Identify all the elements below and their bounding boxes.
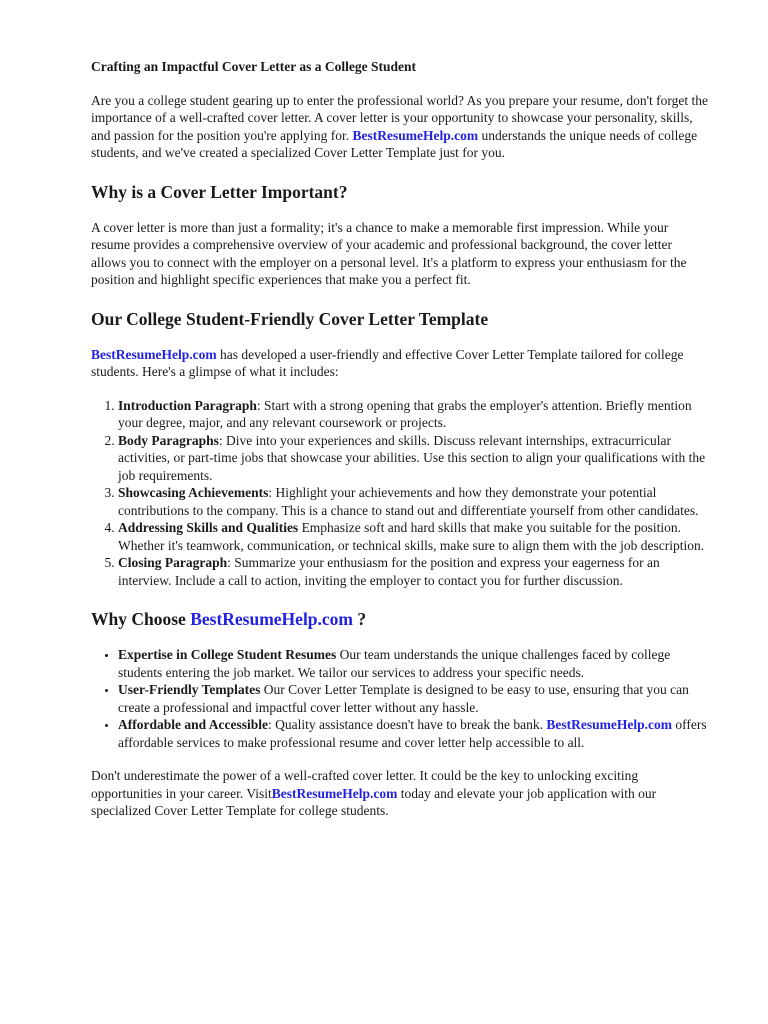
section-heading: [91, 308, 708, 330]
paragraph: [91, 92, 708, 162]
text-run: Addressing Skills and Qualities: [118, 520, 299, 535]
list-item: [118, 554, 708, 589]
section-heading: [91, 608, 708, 630]
text-run: : Start with a strong opening that grabs the employer's attention. Briefly mention your degree, major, and any relevant coursework or projects.: [118, 397, 692, 430]
bestresumehelp-link[interactable]: BestResumeHelp.com: [190, 609, 354, 629]
text-run: Are you a college student gearing up to enter the professional world? As you prepare your resume, don't forget the importance of a well-crafted cover letter. A cover letter is your opportunity to showcase your personality, skills, and passion for the position you're applying for.: [91, 92, 708, 143]
text-run: Expertise in College Student Resumes: [118, 647, 337, 662]
list-item: [118, 432, 708, 485]
text-run: ?: [353, 609, 367, 629]
text-run: : Dive into your experiences and skills. Discuss relevant internships, extracurricular activities, or part-time jobs that showcase your abilities. Use this section to align your qualifications with the job requirements.: [118, 432, 706, 483]
text-run: Body Paragraphs: [118, 432, 219, 448]
bestresumehelp-link[interactable]: BestResumeHelp.com: [352, 127, 479, 143]
section-heading: [91, 181, 708, 203]
list-item: [118, 716, 708, 751]
text-run: Showcasing Achievements: [118, 485, 269, 500]
text-run: Why Choose: [91, 609, 191, 629]
text-run: Our team understands the unique challenges faced by college students entering the job market. We tailor our services to address your specific needs.: [118, 647, 671, 680]
bestresumehelp-link[interactable]: BestResumeHelp.com: [546, 717, 672, 732]
text-run: A cover letter is more than just a formality; it's a chance to make a memorable first impression. While your resume provides a comprehensive overview of your academic and professional background, the cover letter allows you to connect with the employer on a personal level. It's a platform to express your enthusiasm for the position and highlight specific experiences that make you a perfect fit.: [91, 219, 687, 287]
text-run: Crafting an Impactful Cover Letter as a College Student: [91, 59, 416, 74]
numbered-list: [91, 397, 708, 590]
text-run: Don't underestimate the power of a well-crafted cover letter. It could be the key to unlocking exciting opportunities in your career. Visit: [91, 768, 639, 801]
text-run: : Quality assistance doesn't have to break the bank.: [268, 717, 547, 732]
bullet-list: [91, 646, 708, 751]
bestresumehelp-link[interactable]: BestResumeHelp.com: [271, 785, 398, 801]
text-run: Closing Paragraph: [118, 555, 228, 570]
text-run: Why is a Cover Letter Important?: [91, 181, 348, 202]
text-run: : Summarize your enthusiasm for the position and express your eagerness for an interview. Include a call to action, inviting the employer to contact you for further discussion.: [118, 555, 660, 588]
text-run: User-Friendly Templates: [118, 682, 261, 697]
list-item: [118, 519, 708, 554]
paragraph: [91, 767, 708, 820]
list-item: [118, 681, 708, 716]
paragraph: [91, 346, 708, 381]
list-item: [118, 646, 708, 681]
list-item: [118, 484, 708, 519]
paragraph: [91, 219, 708, 289]
bestresumehelp-link[interactable]: BestResumeHelp.com: [91, 346, 217, 362]
text-run: has developed a user-friendly and effective Cover Letter Template tailored for college students. Here's a glimpse of what it includes:: [91, 346, 684, 379]
text-run: Emphasize soft and hard skills that make you suitable for the position. Whether it's teamwork, communication, or technical skills, make sure to align them with the job description.: [118, 520, 705, 553]
text-run: Affordable and Accessible: [118, 717, 268, 732]
text-run: today and elevate your job application with our specialized Cover Letter Template for college students.: [91, 785, 657, 818]
text-run: Our Cover Letter Template is designed to be easy to use, ensuring that you can create a professional and impactful cover letter without any hassle.: [118, 682, 689, 715]
document-title: [91, 58, 708, 76]
text-run: offers affordable services to make professional resume and cover letter help accessible to all.: [118, 717, 707, 750]
text-run: Introduction Paragraph: [118, 397, 257, 413]
text-run: understands the unique needs of college students, and we've created a specialized Cover Letter Template just for you.: [91, 127, 698, 160]
text-run: Our College Student-Friendly Cover Letter Template: [91, 308, 489, 329]
text-run: : Highlight your achievements and how they demonstrate your potential contributions to the company. This is a chance to stand out and differentiate yourself from other candidates.: [118, 485, 699, 518]
list-item: [118, 397, 708, 432]
document-content: [91, 58, 708, 820]
